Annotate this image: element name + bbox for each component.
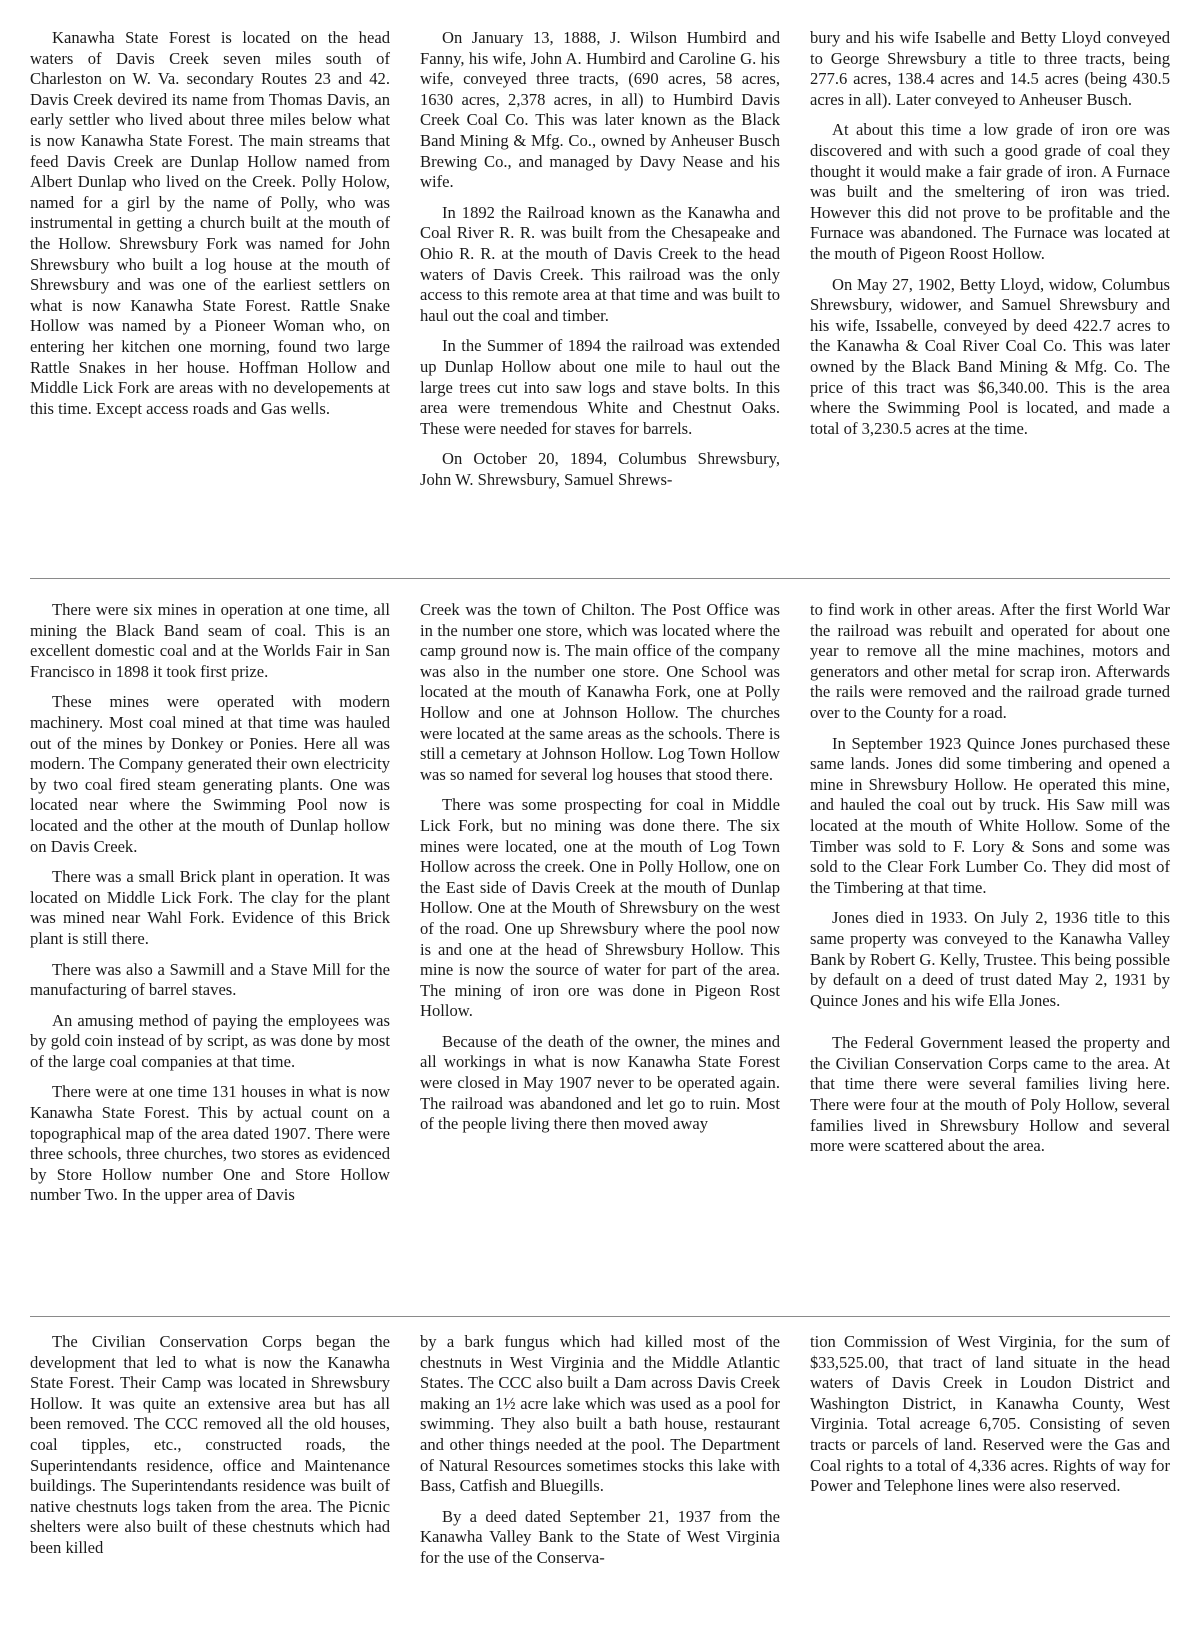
column-1 xyxy=(30,1332,390,1622)
paragraph: On October 20, 1894, Columbus Shrewsbury, John W. Shrewsbury, Samuel Shrews- xyxy=(420,449,780,489)
paragraph: The Federal Government leased the property and the Civilian Conservation Corps came to the area. At that time there were several families living here. There were four at the mouth of Poly Hollow, several families lived in Shrewsbury Hollow and several more were scattered about the area. xyxy=(810,1033,1170,1156)
paragraph: An amusing method of paying the employees was by gold coin instead of by script, as was done by most of the large coal companies at that time. xyxy=(30,1010,390,1071)
paragraph: The Civilian Conservation Corps began the development that led to what is now the Kanawha State Forest. Their Camp was located in Shrewsbury Hollow. It was quite an extensive area but has all been removed. The CCC removed all the old houses, coal tipples, etc., constructed roads, the Superintendants residence, office and Maintenance buildings. The Superintendants residence was built of native chestnuts logs taken from the area. The Picnic shelters were also built of these chestnuts which had been killed xyxy=(30,1332,390,1557)
paragraph: There was also a Sawmill and a Stave Mill for the manufacturing of barrel staves. xyxy=(30,959,390,1000)
paragraph-continued: bury and his wife Isabelle and Betty Lloyd conveyed to George Shrewsbury a title to three tracts, being 277.6 acres, 138.4 acres and 14.5 acres (being 430.5 acres in all). Later conveyed to Anheuser Busch. xyxy=(810,28,1170,109)
paragraph: At about this time a low grade of iron ore was discovered and with such a good grade of coal they thought it would make a fair grade of iron. A Furnace was built and the smeltering of iron was tried. However this did not prove to be profitable and the Furnace was abandoned. The Furnace was located at the mouth of Pigeon Roost Hollow. xyxy=(810,120,1170,263)
column-2 xyxy=(420,1332,780,1622)
column-3 xyxy=(810,28,1170,573)
paragraph: Because of the death of the owner, the mines and all workings in what is now Kanawha State Forest were closed in May 1907 never to be operated again. The railroad was abandoned and let go to ruin. Most of the people living there then moved away xyxy=(420,1031,780,1134)
paragraph: There were six mines in operation at one time, all mining the Black Band seam of coal. This is an excellent domestic coal and at the Worlds Fair in San Francisco in 1898 it took first prize. xyxy=(30,600,390,681)
section-2 xyxy=(30,600,1170,1300)
section-3 xyxy=(30,1332,1170,1622)
column-1 xyxy=(30,28,390,573)
paragraph: On May 27, 1902, Betty Lloyd, widow, Columbus Shrewsbury, widower, and Samuel Shrewsbury and his wife, Issabelle, conveyed by deed 422.7 acres to the Kanawha & Coal River Coal Co. This was later owned by the Black Band Mining & Mfg. Co. The price of this tract was $6,340.00. This is the area where the Swimming Pool is located, and made a total of 3,230.5 acres at the time. xyxy=(810,274,1170,438)
paragraph-continued: Creek was the town of Chilton. The Post Office was in the number one store, which was located where the camp ground now is. The main office of the company was also in the number one store. One School was located at the mouth of Kanawha Fork, one at Polly Hollow and one at Johnson Hollow. The churches were located at the same areas as the schools. There is still a cemetary at Johnson Hollow. Log Town Hollow was so named for several log houses that stood there. xyxy=(420,600,780,784)
section-divider xyxy=(30,578,1170,579)
paragraph: These mines were operated with modern machinery. Most coal mined at that time was hauled out of the mines by Donkey or Ponies. Here all was modern. The Company generated their own electricity by two coal fired steam generating plants. One was located near where the Swimming Pool now is located and the other at the mouth of Dunlap hollow on Davis Creek. xyxy=(30,692,390,856)
paragraph: There were at one time 131 houses in what is now Kanawha State Forest. This by actual count on a topographical map of the area dated 1907. There were three schools, three churches, two stores as evidenced by Store Hollow number One and Store Hollow number Two. In the upper area of Davis xyxy=(30,1082,390,1205)
paragraph: In 1892 the Railroad known as the Kanawha and Coal River R. R. was built from the Chesapeake and Ohio R. R. at the mouth of Davis Creek to the head waters of Davis Creek. This railroad was the only access to this remote area at that time and was built to haul out the coal and timber. xyxy=(420,202,780,325)
paragraph: By a deed dated September 21, 1937 from the Kanawha Valley Bank to the State of West Virginia for the use of the Conserva- xyxy=(420,1506,780,1567)
column-2 xyxy=(420,600,780,1300)
column-2 xyxy=(420,28,780,573)
paragraph: Jones died in 1933. On July 2, 1936 title to this same property was conveyed to the Kanawha Valley Bank by Robert G. Kelly, Trustee. This being possible by default on a deed of trust dated May 2, 1931 by Quince Jones and his wife Ella Jones. xyxy=(810,908,1170,1010)
paragraph: On January 13, 1888, J. Wilson Humbird and Fanny, his wife, John A. Humbird and Caroline G. his wife, conveyed three tracts, (690 acres, 58 acres, 1630 acres, 2,378 acres, in all) to Humbird Davis Creek Coal Co. This was later known as the Black Band Mining & Mfg. Co., owned by Anheuser Busch Brewing Co., and managed by Davy Nease and his wife. xyxy=(420,28,780,192)
paragraph-continued: by a bark fungus which had killed most of the chestnuts in West Virginia and the Middle Atlantic States. The CCC also built a Dam across Davis Creek making an 1½ acre lake which was used as a pool for swimming. They also built a bath house, restaurant and other things needed at the pool. The Department of Natural Resources sometimes stocks this lake with Bass, Catfish and Bluegills. xyxy=(420,1332,780,1496)
section-divider xyxy=(30,1316,1170,1317)
paragraph-continued: to find work in other areas. After the first World War the railroad was rebuilt and operated for about one year to remove all the mine machines, motors and generators and other metal for scrap iron. Afterwards the rails were removed and the railroad grade turned over to the County for a road. xyxy=(810,600,1170,722)
paragraph: In September 1923 Quince Jones purchased these same lands. Jones did some timbering and opened a mine in Shrewsbury Hollow. He operated this mine, and hauled the coal out by truck. His Saw mill was located at the mouth of White Hollow. Some of the Timber was sold to F. Lory & Sons and some was sold to the Clear Fork Lumber Co. They did most of the Timbering at that time. xyxy=(810,733,1170,897)
paragraph: There was some prospecting for coal in Middle Lick Fork, but no mining was done there. The six mines were located, one at the mouth of Log Town Hollow across the creek. One in Polly Hollow, one on the East side of Davis Creek at the mouth of Dunlap Hollow. One at the Mouth of Shrewsbury on the west of the road. One up Shrewsbury where the pool now is and one at the head of Shrewsbury Hollow. This mine is now the source of water for part of the area. The mining of iron ore was done in Pigeon Rost Hollow. xyxy=(420,795,780,1021)
paragraph: There was a small Brick plant in operation. It was located on Middle Lick Fork. The clay for the plant was mined near Wahl Fork. Evidence of this Brick plant is still there. xyxy=(30,867,390,948)
column-3 xyxy=(810,1332,1170,1622)
section-1 xyxy=(30,28,1170,573)
column-1 xyxy=(30,600,390,1300)
column-3 xyxy=(810,600,1170,1300)
paragraph: In the Summer of 1894 the railroad was extended up Dunlap Hollow about one mile to haul out the large trees cut into saw logs and stave bolts. In this area were tremendous White and Chestnut Oaks. These were needed for staves for barrels. xyxy=(420,336,780,438)
paragraph-continued: tion Commission of West Virginia, for the sum of $33,525.00, that tract of land situate in the head waters of Davis Creek in Loudon District and Washington District, in Kanawha County, West Virginia. Total acreage 6,705. Consisting of seven tracts or parcels of land. Reserved were the Gas and Coal rights to a total of 4,336 acres. Rights of way for Power and Telephone lines were also reserved. xyxy=(810,1332,1170,1496)
paragraph: Kanawha State Forest is located on the head waters of Davis Creek seven miles south of Charleston on W. Va. secondary Routes 23 and 42. Davis Creek devired its name from Thomas Davis, an early settler who lived about three miles below what is now Kanawha State Forest. The main streams that feed Davis Creek are Dunlap Hollow named from Albert Dunlap who lived on the Creek. Polly Holow, named for a girl by the name of Polly, who was instrumental in getting a church built at the mouth of the Hollow. Shrewsbury Fork was named for John Shrewsbury who built a log house at the mouth of Shrewsbury and was one of the earliest settlers on what is now Kanawha State Forest. Rattle Snake Hollow was named by a Pioneer Woman who, on entering her kitchen one morning, found two large Rattle Snakes in her house. Hoffman Hollow and Middle Lick Fork are areas with no developements at this time. Except access roads and Gas wells. xyxy=(30,28,390,418)
